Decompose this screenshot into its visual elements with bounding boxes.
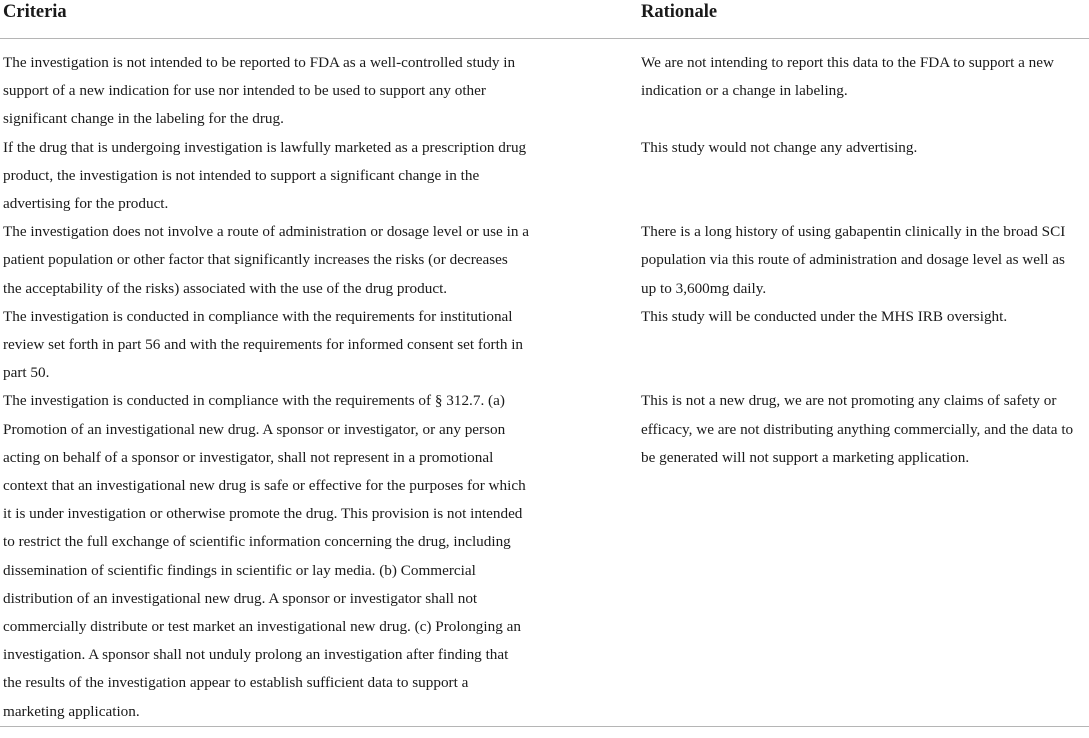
table-row [0,387,1089,725]
rationale-line: We are not intending to report this data to the FDA to support a new [641,54,1054,71]
criteria-line: dissemination of scientific findings in scientific or lay media. (b) Commercial [3,561,476,579]
table-body [0,39,1089,727]
criteria-line: commercially distribute or test market an investigational new drug. (c) Prolonging an [3,618,521,636]
rationale-cell [641,49,1081,105]
criteria-column-header: Criteria [3,2,67,22]
rationale-line: This is not a new drug, we are not promoting any claims of safety or [641,392,1057,410]
rationale-line: efficacy, we are not distributing anything commercially, and the data to [641,420,1074,438]
criteria-cell [3,134,551,219]
criteria-line: product, the investigation is not intended to support a significant change in the [3,166,480,184]
rationale-cell [641,303,1081,331]
criteria-line: review set forth in part 56 and with the requirements for informed consent set forth in [3,336,524,354]
criteria-line: the acceptability of the risks) associated with the use of the drug product. [3,279,448,297]
table-row [0,134,1089,219]
criteria-line: The investigation is not intended to be reported to FDA as a well-controlled study in [3,54,516,71]
criteria-line: acting on behalf of a sponsor or investigator, shall not represent in a promotional [3,448,494,466]
table-row [0,218,1089,303]
criteria-line: investigation. A sponsor shall not unduly prolong an investigation after finding that [3,646,509,664]
rationale-cell [641,134,1081,162]
rationale-line: indication or a change in labeling. [641,82,848,100]
criteria-line: part 50. [3,364,50,382]
criteria-line: If the drug that is undergoing investigation is lawfully marketed as a prescription drug [3,138,527,156]
rationale-line: This study would not change any advertising. [641,138,918,156]
criteria-line: The investigation is conducted in compliance with the requirements for institutional [3,307,513,325]
criteria-line: distribution of an investigational new drug. A sponsor or investigator shall not [3,589,478,607]
rationale-cell [641,218,1081,303]
rationale-line: up to 3,600mg daily. [641,279,767,297]
rationale-line: population via this route of administration and dosage level as well as [641,251,1065,269]
criteria-line: patient population or other factor that significantly increases the risks (or decreases [3,251,508,269]
table-row [0,49,1089,134]
rationale-line: be generated will not support a marketing application. [641,448,970,466]
rationale-column-header: Rationale [641,2,718,22]
criteria-line: the results of the investigation appear to establish sufficient data to support a [3,674,469,692]
criteria-line: The investigation does not involve a route of administration or dosage level or use in a [3,223,529,241]
criteria-line: to restrict the full exchange of scientific information concerning the drug, including [3,533,511,551]
table-header [0,0,1089,39]
rationale-cell [641,387,1081,472]
criteria-line: advertising for the product. [3,195,169,213]
criteria-line: context that an investigational new drug is safe or effective for the purposes for which [3,477,526,495]
criteria-cell [3,387,551,725]
rationale-line: There is a long history of using gabapentin clinically in the broad SCI [641,223,1066,241]
criteria-cell [3,303,551,388]
criteria-cell [3,218,551,303]
criteria-line: Promotion of an investigational new drug. A sponsor or investigator, or any person [3,420,506,438]
rationale-line: This study will be conducted under the MHS IRB oversight. [641,307,1008,325]
criteria-line: The investigation is conducted in compliance with the requirements of § 312.7. (a) [3,392,505,410]
criteria-cell [3,49,551,134]
criteria-line: support of a new indication for use nor intended to be used to support any other [3,82,486,100]
criteria-line: it is under investigation or otherwise promote the drug. This provision is not intended [3,505,523,523]
criteria-line: marketing application. [3,702,140,720]
table-row [0,303,1089,388]
criteria-line: significant change in the labeling for the drug. [3,110,284,128]
